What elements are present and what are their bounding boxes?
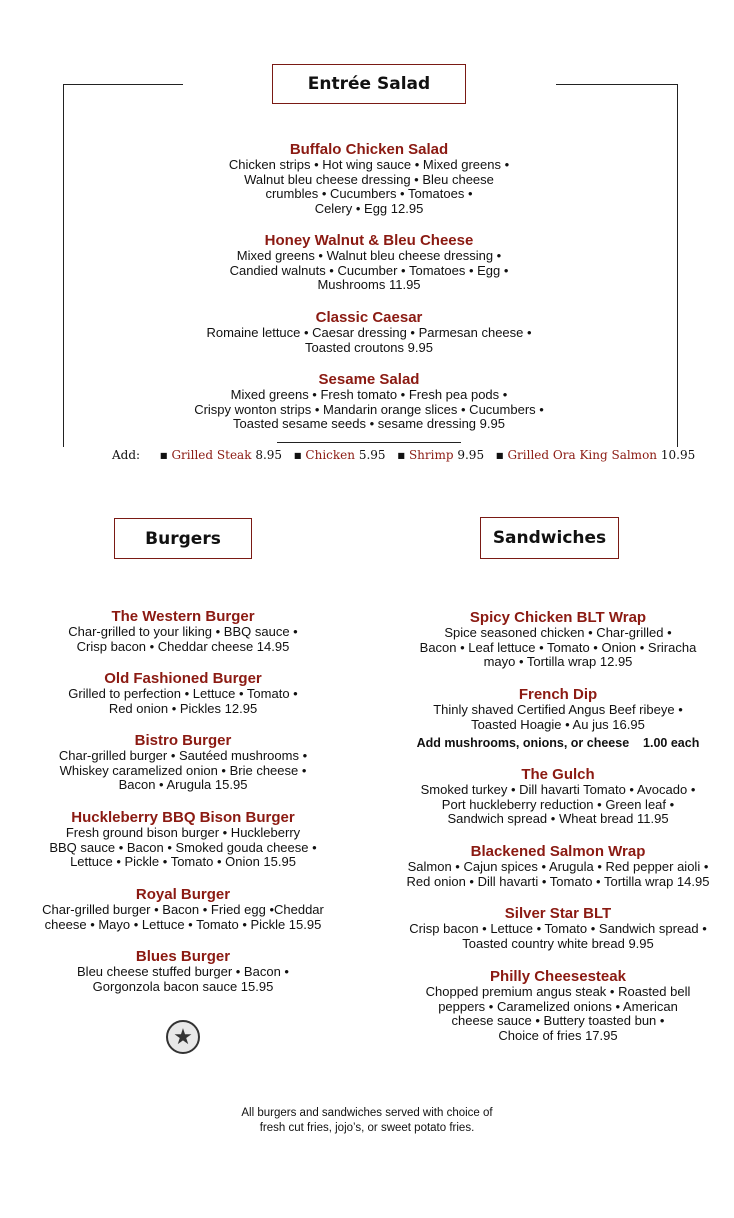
item-desc: Chopped premium angus steak • Roasted bell peppers • Caramelized onions • American cheese sauce • Buttery toasted bun • Choice of fries 17.95 bbox=[425, 984, 691, 1043]
sandwiches-heading: Sandwiches bbox=[480, 517, 619, 559]
item-name: Royal Burger bbox=[135, 886, 231, 903]
item-name: Blues Burger bbox=[135, 948, 231, 965]
bullet-icon: ■ bbox=[293, 451, 302, 460]
item-desc: Salmon • Cajun spices • Arugula • Red pepper aioli • Red onion • Dill havarti • Tomato • Tortilla wrap 14.95 bbox=[406, 859, 710, 889]
item-desc: Romaine lettuce • Caesar dressing • Parmesan cheese • Toasted croutons 9.95 bbox=[206, 325, 532, 355]
item-name: The Western Burger bbox=[111, 608, 255, 625]
sandwich-item bbox=[382, 843, 734, 889]
salad-addons bbox=[112, 448, 695, 462]
bullet-icon: ■ bbox=[159, 451, 168, 460]
frame-bottom bbox=[277, 442, 461, 443]
item-desc: Grilled to perfection • Lettuce • Tomato • Red onion • Pickles 12.95 bbox=[68, 686, 298, 716]
item-name: Huckleberry BBQ Bison Burger bbox=[71, 809, 295, 826]
item-desc: Crisp bacon • Lettuce • Tomato • Sandwich spread • Toasted country white bread 9.95 bbox=[409, 921, 707, 951]
addon-price: 5.95 bbox=[358, 448, 386, 462]
frame-top-left bbox=[63, 84, 183, 85]
item-name: Silver Star BLT bbox=[504, 905, 612, 922]
item-desc: Mixed greens • Fresh tomato • Fresh pea pods • Crispy wonton strips • Mandarin orange slices • Cucumbers • Toasted sesame seeds • sesame dressing 9.95 bbox=[194, 387, 544, 432]
item-name: Buffalo Chicken Salad bbox=[289, 141, 449, 158]
sandwich-item bbox=[382, 968, 734, 1043]
bullet-icon: ■ bbox=[495, 451, 504, 460]
salad-item bbox=[100, 309, 638, 355]
item-desc: Fresh ground bison burger • Huckleberry BBQ sauce • Bacon • Smoked gouda cheese • Lettuce • Pickle • Tomato • Onion 15.95 bbox=[49, 825, 317, 870]
item-note: Add mushrooms, onions, or cheese 1.00 each bbox=[416, 736, 700, 751]
salad-item bbox=[100, 371, 638, 432]
frame-top-right bbox=[556, 84, 678, 85]
item-name: Classic Caesar bbox=[315, 309, 423, 326]
item-desc: Thinly shaved Certified Angus Beef ribeye • Toasted Hoagie • Au jus 16.95 bbox=[433, 702, 683, 732]
burger-item bbox=[8, 886, 358, 932]
burger-item bbox=[8, 732, 358, 793]
burger-item bbox=[8, 809, 358, 870]
item-desc: Char-grilled burger • Sautéed mushrooms • Whiskey caramelized onion • Brie cheese • Bacon • Arugula 15.95 bbox=[58, 748, 308, 793]
item-desc: Chicken strips • Hot wing sauce • Mixed greens • Walnut bleu cheese dressing • Bleu cheese crumbles • Cucumbers • Tomatoes • Celery • Egg 12.95 bbox=[228, 157, 510, 216]
item-desc: Mixed greens • Walnut bleu cheese dressing • Candied walnuts • Cucumber • Tomatoes • Egg • Mushrooms 11.95 bbox=[229, 248, 509, 293]
sandwich-item bbox=[382, 686, 734, 751]
item-name: Spicy Chicken BLT Wrap bbox=[469, 609, 647, 626]
addon-name: Chicken bbox=[305, 448, 355, 462]
addon-price: 9.95 bbox=[457, 448, 485, 462]
addon-price: 10.95 bbox=[660, 448, 696, 462]
bullet-icon: ■ bbox=[397, 451, 405, 460]
salad-item bbox=[100, 232, 638, 293]
addon-name: Grilled Steak bbox=[171, 448, 252, 462]
burger-item bbox=[8, 670, 358, 716]
item-name: Old Fashioned Burger bbox=[104, 670, 262, 687]
item-name: Honey Walnut & Bleu Cheese bbox=[264, 232, 474, 249]
sandwich-item bbox=[382, 905, 734, 951]
item-name: Blackened Salmon Wrap bbox=[470, 843, 646, 860]
item-name: Bistro Burger bbox=[134, 732, 232, 749]
item-desc: Bleu cheese stuffed burger • Bacon • Gorgonzola bacon sauce 15.95 bbox=[77, 964, 289, 994]
item-desc: Char-grilled to your liking • BBQ sauce • Crisp bacon • Cheddar cheese 14.95 bbox=[68, 624, 298, 654]
star-logo-icon bbox=[166, 1020, 200, 1054]
addons-label: Add: bbox=[112, 448, 141, 462]
item-desc: Smoked turkey • Dill havarti Tomato • Avocado • Port huckleberry reduction • Green leaf • Sandwich spread • Wheat bread 11.95 bbox=[420, 782, 696, 827]
footer-note: All burgers and sandwiches served with choice of fresh cut fries, jojo’s, or sweet potato fries. bbox=[241, 1107, 493, 1134]
addon-name: Grilled Ora King Salmon bbox=[507, 448, 658, 462]
salad-item bbox=[100, 141, 638, 216]
frame-right bbox=[677, 84, 678, 447]
burger-item bbox=[8, 608, 358, 654]
burger-item bbox=[8, 948, 358, 994]
item-name: The Gulch bbox=[521, 766, 595, 783]
item-desc: Char-grilled burger • Bacon • Fried egg •Cheddar cheese • Mayo • Lettuce • Tomato • Pickle 15.95 bbox=[42, 902, 324, 932]
item-name: Sesame Salad bbox=[318, 371, 420, 388]
item-name: Philly Cheesesteak bbox=[490, 968, 626, 985]
entree-salad-heading: Entrée Salad bbox=[272, 64, 466, 104]
item-name: French Dip bbox=[518, 686, 598, 703]
addon-price: 8.95 bbox=[255, 448, 283, 462]
star-icon: ★ bbox=[173, 1024, 193, 1049]
addon-name: Shrimp bbox=[408, 448, 454, 462]
sandwich-item bbox=[382, 766, 734, 827]
burgers-heading: Burgers bbox=[114, 518, 252, 559]
frame-left bbox=[63, 84, 64, 447]
item-desc: Spice seasoned chicken • Char-grilled • Bacon • Leaf lettuce • Tomato • Onion • Sriracha mayo • Tortilla wrap 12.95 bbox=[419, 625, 697, 670]
sandwich-item bbox=[382, 609, 734, 670]
